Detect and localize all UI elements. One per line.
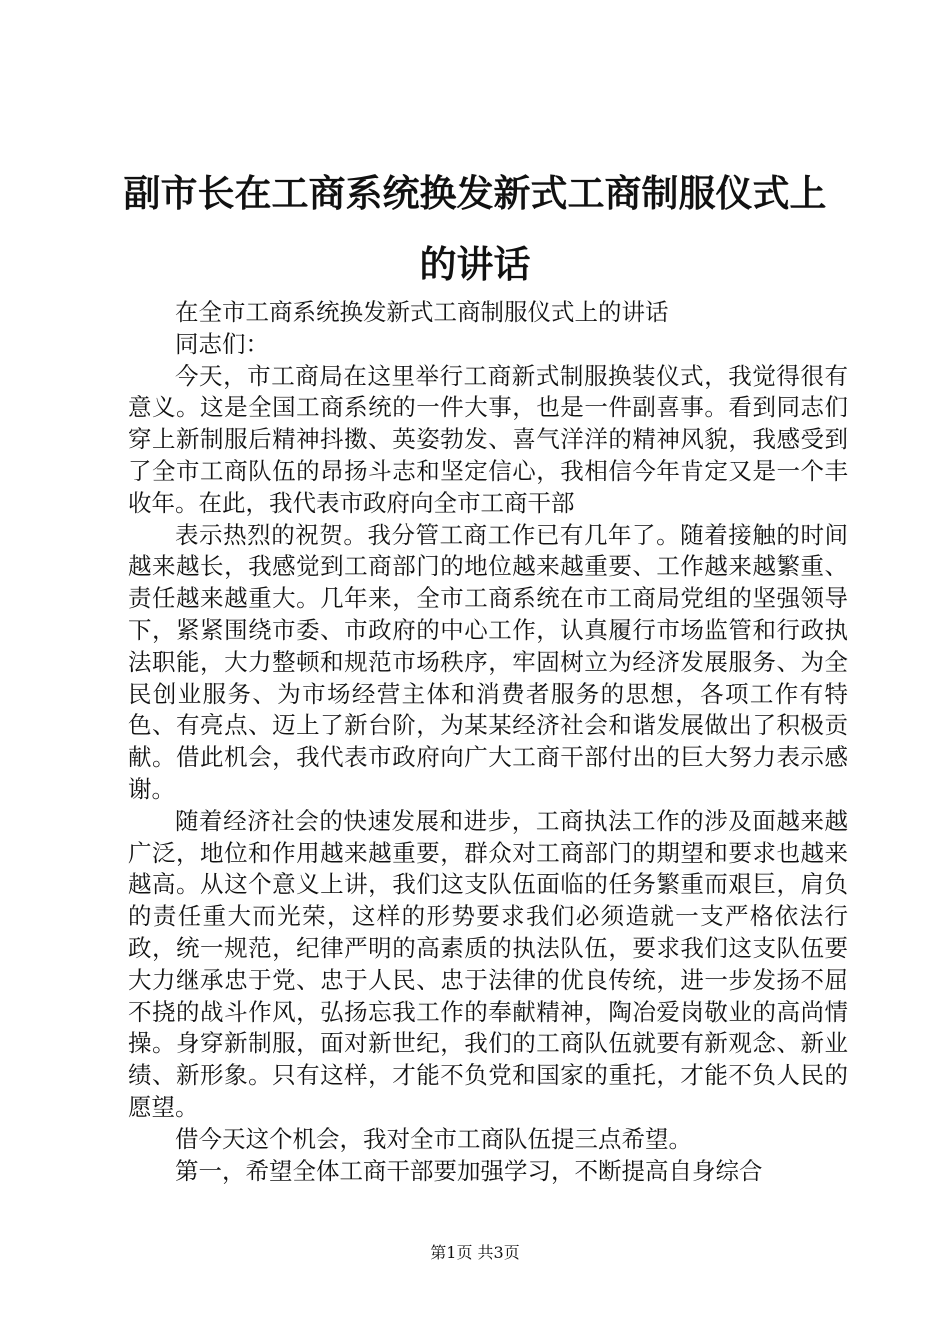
paragraph: 借今天这个机会，我对全市工商队伍提三点希望。 (175, 1124, 692, 1153)
paragraph: 表示热烈的祝贺。我分管工商工作已有几年了。随着接触的时间越来越长，我感觉到工商部门的地位越来越重要、工作越来越繁重、责任越来越重大。几年来，全市工商系统在市工商局党组的坚强领导下，紧紧围绕市委、市政府的中心工作，认真履行市场监管和行政执法职能，大力整顿和规范市场秩序，牢固树立为经济发展服务、为全民创业服务、为市场经营主体和消费者服务的思想，各项工作有特色、有亮点、迈上了新台阶，为某某经济社会和谐发展做出了积极贡献。借此机会，我代表市政府向广大工商干部付出的巨大努力表示感谢。 (128, 520, 848, 803)
page-number-footer: 第1页 共3页 (430, 1243, 520, 1262)
paragraph-subtitle: 在全市工商系统换发新式工商制服仪式上的讲话 (175, 298, 669, 326)
paragraph: 今天，市工商局在这里举行工商新式制服换装仪式，我觉得很有意义。这是全国工商系统的一件大事，也是一件副喜事。看到同志们穿上新制服后精神抖擞、英姿勃发、喜气洋洋的精神风貌，我感受到了全市工商队伍的昂扬斗志和坚定信心，我相信今年肯定又是一个丰收年。在此，我代表市政府向全市工商干部 (128, 361, 848, 517)
paragraph-salutation: 同志们： (175, 329, 269, 358)
document-title: 副市长在工商系统换发新式工商制服仪式上的讲话 (123, 171, 827, 286)
document-body (128, 297, 848, 1187)
paragraph: 随着经济社会的快速发展和进步，工商执法工作的涉及面越来越广泛，地位和作用越来越重要，群众对工商部门的期望和要求也越来越高。从这个意义上讲，我们这支队伍面临的任务繁重而艰巨，肩负的责任重大而光荣，这样的形势要求我们必须造就一支严格依法行政，统一规范，纪律严明的高素质的执法队伍，要求我们这支队伍要大力继承忠于党、忠于人民、忠于法律的优良传统，进一步发扬不屈不挠的战斗作风，弘扬忘我工作的奉献精神，陶冶爱岗敬业的高尚情操。身穿新制服，面对新世纪，我们的工商队伍就要有新观念、新业绩、新形象。只有这样，才能不负党和国家的重托，才能不负人民的愿望。 (128, 806, 848, 1121)
paragraph: 第一，希望全体工商干部要加强学习，不断提高自身综合 (175, 1156, 763, 1185)
